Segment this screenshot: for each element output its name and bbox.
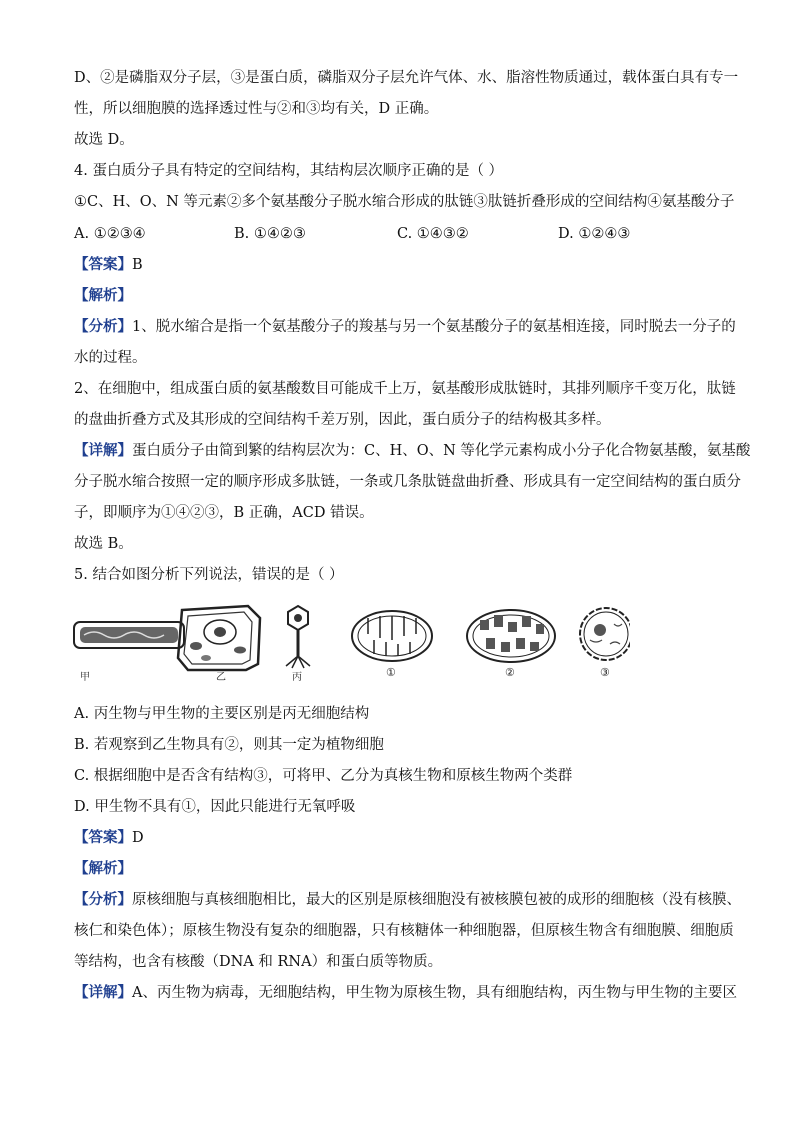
answer-5 (74, 828, 144, 848)
question-4: 4. 蛋白质分子具有特定的空间结构，其结构层次顺序正确的是（ ） (74, 163, 504, 179)
detail-4-line: 分子脱水缩合按照一定的顺序形成多肽链，一条或几条肽链盘曲折叠、形成具有一定空间结构的蛋白质分 (74, 474, 741, 490)
answer-4 (74, 255, 143, 275)
question-5: 5. 结合如图分析下列说法，错误的是（ ） (74, 567, 344, 583)
label-2: ② (505, 666, 515, 679)
detail-text: A、丙生物为病毒，无细胞结构，甲生物为原核生物，具有细胞结构，丙生物与甲生物的主要区 (132, 985, 737, 1001)
phage-drawing (286, 606, 310, 668)
analysis-4-line (74, 317, 736, 337)
analysis-5-heading (74, 859, 132, 879)
question-4-items: ①C、H、O、N 等元素②多个氨基酸分子脱水缩合形成的肽链③肽链折叠形成的空间结构④氨基酸分子 (74, 194, 735, 210)
label-yi: 乙 (216, 672, 226, 683)
analysis-4-line: 2、在细胞中，组成蛋白质的氨基酸数目可能成千上万，氨基酸形成肽链时，其排列顺序千变万化，肽链 (74, 381, 736, 397)
analysis-4-heading (74, 286, 132, 306)
q5-option-a: A. 丙生物与甲生物的主要区别是丙无细胞结构 (74, 706, 370, 722)
q4-option-c: C. ①④③② (397, 226, 469, 242)
detail-4-line: 故选 B。 (74, 536, 133, 552)
label-bing: 丙 (292, 672, 302, 683)
analysis-tag: 【解析】 (74, 287, 132, 304)
analysis-tag: 【解析】 (74, 860, 132, 877)
q4-option-a: A. ①②③④ (74, 226, 146, 242)
fenxi-tag: 【分析】 (74, 891, 132, 908)
analysis-5-line (74, 890, 741, 910)
q5-option-b: B. 若观察到乙生物具有②，则其一定为植物细胞 (74, 737, 384, 753)
text-line: 故选 D。 (74, 132, 134, 148)
analysis-5-line: 等结构，也含有核酸（DNA 和 RNA）和蛋白质等物质。 (74, 954, 443, 970)
bacterium-drawing (74, 622, 184, 648)
xiangjie-tag: 【详解】 (74, 984, 132, 1001)
label-3: ③ (600, 666, 610, 679)
detail-4-line: 子，即顺序为①④②③，B 正确，ACD 错误。 (74, 505, 374, 521)
label-1: ① (386, 666, 396, 679)
plant-cell-drawing (178, 606, 260, 670)
cell-structures-figure (70, 604, 630, 684)
q4-option-b: B. ①④②③ (234, 226, 306, 242)
chloroplast-drawing (467, 610, 555, 662)
analysis-text: 原核细胞与真核细胞相比，最大的区别是原核细胞没有被核膜包被的成形的细胞核（没有核膜、 (132, 892, 741, 908)
q4-option-d: D. ①②④③ (558, 226, 631, 242)
answer-tag: 【答案】 (74, 256, 132, 273)
detail-4-line (74, 441, 750, 461)
detail-text: 蛋白质分子由简到繁的结构层次为：C、H、O、N 等化学元素构成小分子化合物氨基酸，氨基酸 (132, 443, 751, 459)
mitochondrion-drawing (352, 611, 432, 661)
analysis-4-line: 水的过程。 (74, 350, 147, 366)
label-jia: 甲 (80, 672, 90, 683)
text-line: D、②是磷脂双分子层，③是蛋白质，磷脂双分子层允许气体、水、脂溶性物质通过，载体蛋白具有专一 (74, 70, 739, 86)
q5-option-d: D. 甲生物不具有①，因此只能进行无氧呼吸 (74, 799, 356, 815)
analysis-text: 1、脱水缩合是指一个氨基酸分子的羧基与另一个氨基酸分子的氨基相连接，同时脱去一分子的 (132, 319, 736, 335)
xiangjie-tag: 【详解】 (74, 442, 132, 459)
answer-value: B (132, 257, 143, 273)
answer-tag: 【答案】 (74, 829, 132, 846)
analysis-4-line: 的盘曲折叠方式及其形成的空间结构千差万别，因此，蛋白质分子的结构极其多样。 (74, 412, 611, 428)
fenxi-tag: 【分析】 (74, 318, 132, 335)
nucleus-drawing (580, 608, 630, 660)
text-line: 性，所以细胞膜的选择透过性与②和③均有关，D 正确。 (74, 101, 439, 117)
answer-value: D (132, 830, 144, 846)
analysis-5-line: 核仁和染色体）；原核生物没有复杂的细胞器，只有核糖体一种细胞器，但原核生物含有细胞膜、细胞质 (74, 923, 734, 939)
q5-option-c: C. 根据细胞中是否含有结构③，可将甲、乙分为真核生物和原核生物两个类群 (74, 768, 573, 784)
detail-5-line (74, 983, 737, 1003)
